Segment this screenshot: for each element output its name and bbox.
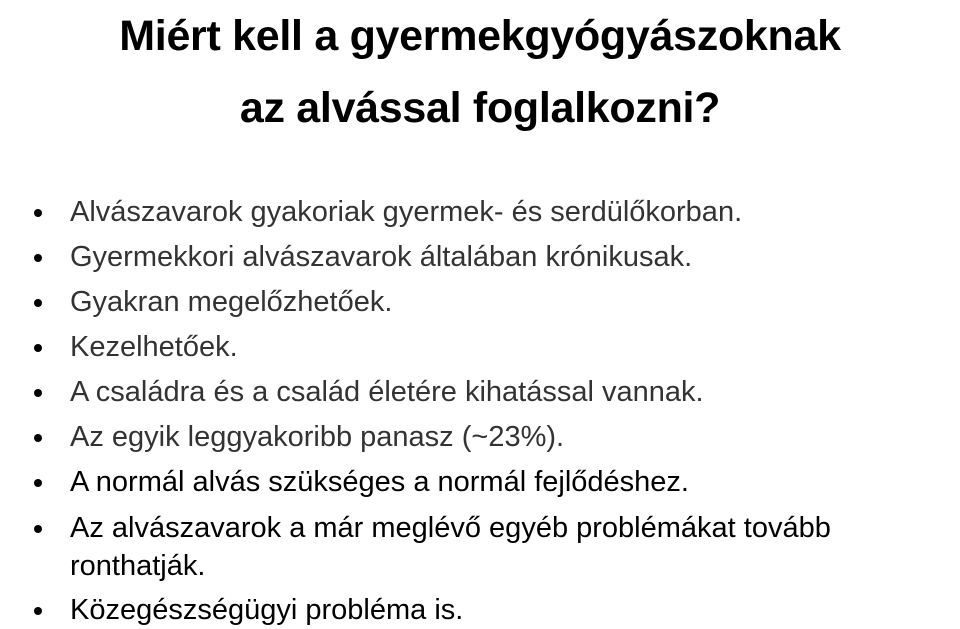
bullet-dot-icon (34, 479, 42, 487)
bullet-text: A normál alvás szükséges a normál fejlődéshez. (70, 466, 689, 498)
bullet-dot-icon (34, 434, 42, 442)
bullet-text: Közegészségügyi probléma is. (70, 594, 464, 626)
bullet-text: A családra és a család életére kihatással vannak. (70, 376, 704, 408)
bullet-text: Gyermekkori alvászavarok általában krónikusak. (70, 241, 693, 273)
bullet-dot-icon (34, 344, 42, 352)
bullet-item (0, 505, 960, 588)
bullet-item (0, 235, 960, 280)
bullet-text: Alvászavarok gyakoriak gyermek- és serdülőkorban. (70, 196, 743, 228)
bullet-text: Az alvászavarok a már meglévő egyéb problémákat tovább ronthatják. (70, 512, 831, 582)
bullet-item (0, 460, 960, 505)
bullet-text: Gyakran megelőzhetőek. (70, 286, 393, 318)
bullet-dot-icon (34, 299, 42, 307)
bullet-item (0, 190, 960, 235)
bullet-dot-icon (34, 389, 42, 397)
bullet-item (0, 370, 960, 415)
bullet-item (0, 325, 960, 370)
bullet-text: Kezelhetőek. (70, 331, 238, 363)
bullet-item (0, 415, 960, 460)
bullet-dot-icon (34, 209, 42, 217)
slide-title-line-1: Miért kell a gyermekgyógyászoknak (119, 12, 841, 60)
bullet-dot-icon (34, 607, 42, 615)
bullet-item (0, 280, 960, 325)
bullet-item (0, 588, 960, 629)
bullet-dot-icon (34, 254, 42, 262)
slide-title-line-2: az alvással foglalkozni? (239, 84, 721, 132)
bullet-dot-icon (34, 525, 42, 533)
bullet-text: Az egyik leggyakoribb panasz (~23%). (70, 421, 565, 453)
slide-title (0, 0, 960, 144)
bullet-list (0, 190, 960, 629)
